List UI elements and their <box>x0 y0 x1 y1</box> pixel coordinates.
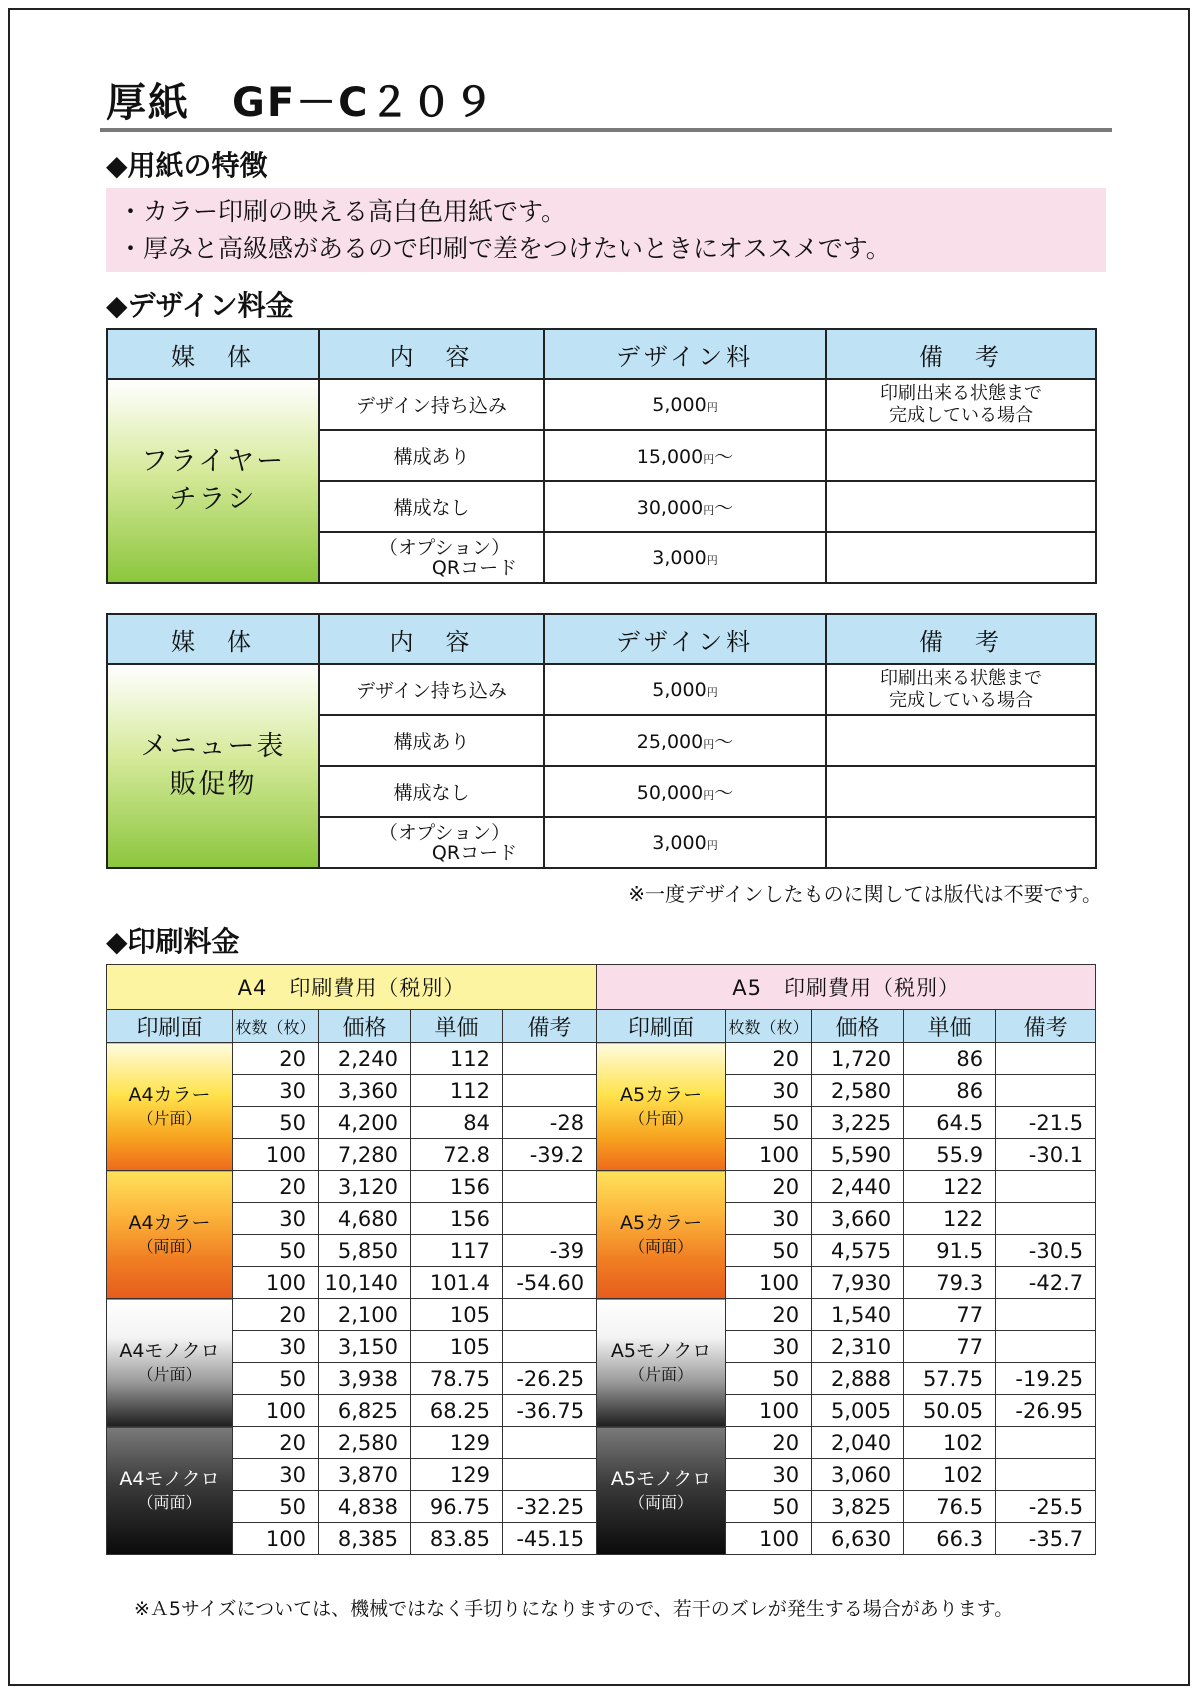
remarks-cell <box>996 1043 1096 1075</box>
price-cell: 5,850 <box>319 1235 411 1267</box>
quantity-cell: 20 <box>233 1427 319 1459</box>
unit-price-cell: 79.3 <box>904 1267 996 1299</box>
col-remarks: 備考 <box>503 1010 597 1043</box>
note-cell: 印刷出来る状態まで 完成している場合 <box>826 664 1096 715</box>
price-cell: 8,385 <box>319 1523 411 1555</box>
remarks-cell: -35.7 <box>996 1523 1096 1555</box>
remarks-cell <box>996 1459 1096 1491</box>
feature-line: ・カラー印刷の映える高白色用紙です。 <box>118 197 567 226</box>
price-cell: 7,930 <box>812 1267 904 1299</box>
price-cell: 50,000円～ <box>544 766 826 817</box>
note-cell <box>826 430 1096 481</box>
remarks-cell: -45.15 <box>503 1523 597 1555</box>
quantity-cell: 20 <box>726 1427 812 1459</box>
quantity-cell: 30 <box>726 1203 812 1235</box>
remarks-cell <box>996 1331 1096 1363</box>
table-row <box>107 1299 1096 1331</box>
price-cell: 2,040 <box>812 1427 904 1459</box>
note-cell: 印刷出来る状態まで 完成している場合 <box>826 379 1096 430</box>
remarks-cell: -39.2 <box>503 1139 597 1171</box>
note-cell <box>826 766 1096 817</box>
unit-price-cell: 129 <box>411 1459 503 1491</box>
header-content: 内 容 <box>319 329 544 379</box>
remarks-cell <box>996 1427 1096 1459</box>
note-cell <box>826 532 1096 583</box>
print-type-side: （片面） <box>629 1364 694 1384</box>
quantity-cell: 30 <box>726 1459 812 1491</box>
title-divider <box>100 128 1112 132</box>
price-cell: 3,825 <box>812 1491 904 1523</box>
remarks-cell <box>503 1427 597 1459</box>
unit-price-cell: 96.75 <box>411 1491 503 1523</box>
content-cell: 構成なし <box>319 766 544 817</box>
quantity-cell: 20 <box>233 1171 319 1203</box>
quantity-cell: 50 <box>726 1235 812 1267</box>
print-type-name: A5モノクロ <box>610 1339 712 1362</box>
media-cell <box>107 664 319 868</box>
remarks-cell <box>503 1075 597 1107</box>
print-type-name: A4カラー <box>128 1083 211 1106</box>
quantity-cell: 100 <box>726 1267 812 1299</box>
content-cell: デザイン持ち込み <box>319 664 544 715</box>
print-type-name: A5カラー <box>620 1083 703 1106</box>
quantity-cell: 100 <box>726 1139 812 1171</box>
header-design-fee: デザイン料 <box>544 329 826 379</box>
price-cell: 3,660 <box>812 1203 904 1235</box>
note-cell <box>826 817 1096 868</box>
quantity-cell: 100 <box>233 1267 319 1299</box>
quantity-cell: 20 <box>726 1043 812 1075</box>
quantity-cell: 50 <box>726 1107 812 1139</box>
content-cell: デザイン持ち込み <box>319 379 544 430</box>
unit-price-cell: 77 <box>904 1331 996 1363</box>
remarks-cell: -39 <box>503 1235 597 1267</box>
print-type-name: A4モノクロ <box>119 1467 220 1490</box>
media-name: チラシ <box>169 484 257 515</box>
quantity-cell: 30 <box>233 1459 319 1491</box>
print-type-side: （両面） <box>629 1236 694 1256</box>
quantity-cell: 50 <box>233 1235 319 1267</box>
unit-price-cell: 102 <box>904 1459 996 1491</box>
unit-price-cell: 129 <box>411 1427 503 1459</box>
media-name: フライヤー <box>140 446 286 477</box>
unit-price-cell: 91.5 <box>904 1235 996 1267</box>
unit-price-cell: 55.9 <box>904 1139 996 1171</box>
price-cell: 30,000円～ <box>544 481 826 532</box>
print-table-body <box>107 1043 1096 1555</box>
col-remarks: 備考 <box>996 1010 1096 1043</box>
unit-price-cell: 57.75 <box>904 1363 996 1395</box>
price-cell: 2,888 <box>812 1363 904 1395</box>
header-remarks: 備 考 <box>826 329 1096 379</box>
price-cell: 3,120 <box>319 1171 411 1203</box>
unit-price-cell: 50.05 <box>904 1395 996 1427</box>
option-cell: （オプション） QRコード <box>319 532 544 583</box>
price-cell: 15,000円～ <box>544 430 826 481</box>
price-cell: 6,630 <box>812 1523 904 1555</box>
option-cell: （オプション） QRコード <box>319 817 544 868</box>
design-header-row <box>107 614 1096 664</box>
remarks-cell <box>503 1299 597 1331</box>
unit-price-cell: 122 <box>904 1171 996 1203</box>
table-row <box>107 664 1096 715</box>
price-cell: 3,150 <box>319 1331 411 1363</box>
price-cell: 3,225 <box>812 1107 904 1139</box>
print-type-side: （片面） <box>137 1108 202 1128</box>
print-size-header-row <box>107 965 1096 1010</box>
quantity-cell: 50 <box>233 1107 319 1139</box>
unit-price-cell: 105 <box>411 1331 503 1363</box>
print-type-name: A4モノクロ <box>119 1339 220 1362</box>
design-footnote: ※一度デザインしたものに関しては版代は不要です。 <box>628 882 1102 906</box>
design-table-menu <box>106 613 1097 869</box>
header-design-fee: デザイン料 <box>544 614 826 664</box>
price-cell: 2,310 <box>812 1331 904 1363</box>
remarks-cell: -32.25 <box>503 1491 597 1523</box>
unit-price-cell: 86 <box>904 1043 996 1075</box>
content-cell: 構成あり <box>319 430 544 481</box>
price-cell: 1,720 <box>812 1043 904 1075</box>
price-cell: 3,938 <box>319 1363 411 1395</box>
quantity-cell: 20 <box>233 1043 319 1075</box>
table-row <box>107 379 1096 430</box>
unit-price-cell: 78.75 <box>411 1363 503 1395</box>
remarks-cell <box>503 1331 597 1363</box>
price-cell: 4,575 <box>812 1235 904 1267</box>
price-cell: 3,360 <box>319 1075 411 1107</box>
unit-price-cell: 86 <box>904 1075 996 1107</box>
price-cell: 2,100 <box>319 1299 411 1331</box>
quantity-cell: 50 <box>726 1363 812 1395</box>
print-type-side: （両面） <box>137 1236 202 1256</box>
price-cell: 3,000円 <box>544 817 826 868</box>
unit-price-cell: 112 <box>411 1075 503 1107</box>
print-type-side: （両面） <box>137 1492 202 1512</box>
print-price-table <box>106 964 1096 1555</box>
unit-price-cell: 77 <box>904 1299 996 1331</box>
remarks-cell <box>996 1075 1096 1107</box>
price-cell: 7,280 <box>319 1139 411 1171</box>
col-print-side: 印刷面 <box>597 1010 726 1043</box>
print-type-name: A5カラー <box>620 1211 703 1234</box>
quantity-cell: 20 <box>726 1299 812 1331</box>
print-type-name: A4カラー <box>128 1211 211 1234</box>
unit-price-cell: 72.8 <box>411 1139 503 1171</box>
section-heading-features: ◆用紙の特徴 <box>106 149 268 182</box>
design-table-flyer <box>106 328 1097 584</box>
a5-header: A5 印刷費用（税別） <box>597 965 1096 1010</box>
media-name: メニュー表 <box>140 731 286 762</box>
price-cell: 1,540 <box>812 1299 904 1331</box>
table-row <box>107 1427 1096 1459</box>
features-box <box>106 188 1106 272</box>
price-cell: 4,838 <box>319 1491 411 1523</box>
header-media: 媒 体 <box>107 614 319 664</box>
unit-price-cell: 101.4 <box>411 1267 503 1299</box>
quantity-cell: 50 <box>726 1491 812 1523</box>
remarks-cell <box>503 1459 597 1491</box>
page-title: 厚紙 GF－C２０９ <box>106 80 496 126</box>
unit-price-cell: 68.25 <box>411 1395 503 1427</box>
section-heading-print: ◆印刷料金 <box>106 925 240 958</box>
quantity-cell: 30 <box>726 1075 812 1107</box>
print-type-cell <box>107 1299 233 1427</box>
print-type-cell <box>107 1043 233 1171</box>
unit-price-cell: 156 <box>411 1171 503 1203</box>
price-cell: 25,000円～ <box>544 715 826 766</box>
col-unit-price: 単価 <box>904 1010 996 1043</box>
price-cell: 4,200 <box>319 1107 411 1139</box>
price-cell: 5,590 <box>812 1139 904 1171</box>
header-remarks: 備 考 <box>826 614 1096 664</box>
unit-price-cell: 76.5 <box>904 1491 996 1523</box>
content-cell: 構成あり <box>319 715 544 766</box>
remarks-cell: -42.7 <box>996 1267 1096 1299</box>
quantity-cell: 20 <box>233 1299 319 1331</box>
quantity-cell: 30 <box>233 1203 319 1235</box>
col-unit-price: 単価 <box>411 1010 503 1043</box>
remarks-cell <box>503 1043 597 1075</box>
print-type-cell <box>597 1427 726 1555</box>
price-cell: 4,680 <box>319 1203 411 1235</box>
quantity-cell: 50 <box>233 1363 319 1395</box>
unit-price-cell: 66.3 <box>904 1523 996 1555</box>
remarks-cell: -19.25 <box>996 1363 1096 1395</box>
print-type-name: A5モノクロ <box>610 1467 712 1490</box>
remarks-cell: -30.5 <box>996 1235 1096 1267</box>
remarks-cell <box>996 1299 1096 1331</box>
remarks-cell <box>996 1203 1096 1235</box>
remarks-cell: -36.75 <box>503 1395 597 1427</box>
price-cell: 5,000円 <box>544 379 826 430</box>
remarks-cell: -30.1 <box>996 1139 1096 1171</box>
print-type-side: （片面） <box>137 1364 202 1384</box>
quantity-cell: 100 <box>726 1395 812 1427</box>
unit-price-cell: 112 <box>411 1043 503 1075</box>
price-cell: 10,140 <box>319 1267 411 1299</box>
quantity-cell: 100 <box>233 1523 319 1555</box>
quantity-cell: 50 <box>233 1491 319 1523</box>
quantity-cell: 30 <box>233 1075 319 1107</box>
price-cell: 2,440 <box>812 1171 904 1203</box>
quantity-cell: 100 <box>233 1395 319 1427</box>
unit-price-cell: 83.85 <box>411 1523 503 1555</box>
remarks-cell: -54.60 <box>503 1267 597 1299</box>
quantity-cell: 100 <box>233 1139 319 1171</box>
print-footnote: ※Ａ5サイズについては、機械ではなく手切りになりますので、若干のズレが発生する場合があります。 <box>134 1598 1014 1620</box>
unit-price-cell: 64.5 <box>904 1107 996 1139</box>
design-header-row <box>107 329 1096 379</box>
price-cell: 2,580 <box>319 1427 411 1459</box>
price-cell: 2,240 <box>319 1043 411 1075</box>
remarks-cell: -28 <box>503 1107 597 1139</box>
remarks-cell <box>503 1203 597 1235</box>
col-print-side: 印刷面 <box>107 1010 233 1043</box>
quantity-cell: 30 <box>726 1331 812 1363</box>
quantity-cell: 20 <box>726 1171 812 1203</box>
a4-header: A4 印刷費用（税別） <box>107 965 597 1010</box>
header-content: 内 容 <box>319 614 544 664</box>
unit-price-cell: 117 <box>411 1235 503 1267</box>
unit-price-cell: 84 <box>411 1107 503 1139</box>
print-type-cell <box>597 1299 726 1427</box>
media-cell <box>107 379 319 583</box>
col-price: 価格 <box>319 1010 411 1043</box>
remarks-cell <box>503 1171 597 1203</box>
remarks-cell: -26.25 <box>503 1363 597 1395</box>
unit-price-cell: 156 <box>411 1203 503 1235</box>
print-type-side: （両面） <box>629 1492 694 1512</box>
quantity-cell: 30 <box>233 1331 319 1363</box>
note-cell <box>826 481 1096 532</box>
print-type-side: （片面） <box>629 1108 694 1128</box>
section-heading-design: ◆デザイン料金 <box>106 289 294 322</box>
quantity-cell: 100 <box>726 1523 812 1555</box>
print-column-header-row <box>107 1010 1096 1043</box>
remarks-cell <box>996 1171 1096 1203</box>
col-quantity: 枚数（枚） <box>726 1010 812 1043</box>
print-type-cell <box>597 1043 726 1171</box>
print-type-cell <box>597 1171 726 1299</box>
header-media: 媒 体 <box>107 329 319 379</box>
price-cell: 3,060 <box>812 1459 904 1491</box>
table-row <box>107 1043 1096 1075</box>
print-type-cell <box>107 1171 233 1299</box>
media-name: 販促物 <box>169 769 257 800</box>
price-cell: 3,870 <box>319 1459 411 1491</box>
remarks-cell: -25.5 <box>996 1491 1096 1523</box>
remarks-cell: -26.95 <box>996 1395 1096 1427</box>
price-cell: 3,000円 <box>544 532 826 583</box>
print-type-cell <box>107 1427 233 1555</box>
price-cell: 5,000円 <box>544 664 826 715</box>
price-cell: 5,005 <box>812 1395 904 1427</box>
col-quantity: 枚数（枚） <box>233 1010 319 1043</box>
unit-price-cell: 105 <box>411 1299 503 1331</box>
feature-line: ・厚みと高級感があるので印刷で差をつけたいときにオススメです。 <box>118 234 891 263</box>
note-cell <box>826 715 1096 766</box>
unit-price-cell: 122 <box>904 1203 996 1235</box>
price-cell: 2,580 <box>812 1075 904 1107</box>
table-row <box>107 1171 1096 1203</box>
unit-price-cell: 102 <box>904 1427 996 1459</box>
content-cell: 構成なし <box>319 481 544 532</box>
remarks-cell: -21.5 <box>996 1107 1096 1139</box>
col-price: 価格 <box>812 1010 904 1043</box>
price-cell: 6,825 <box>319 1395 411 1427</box>
